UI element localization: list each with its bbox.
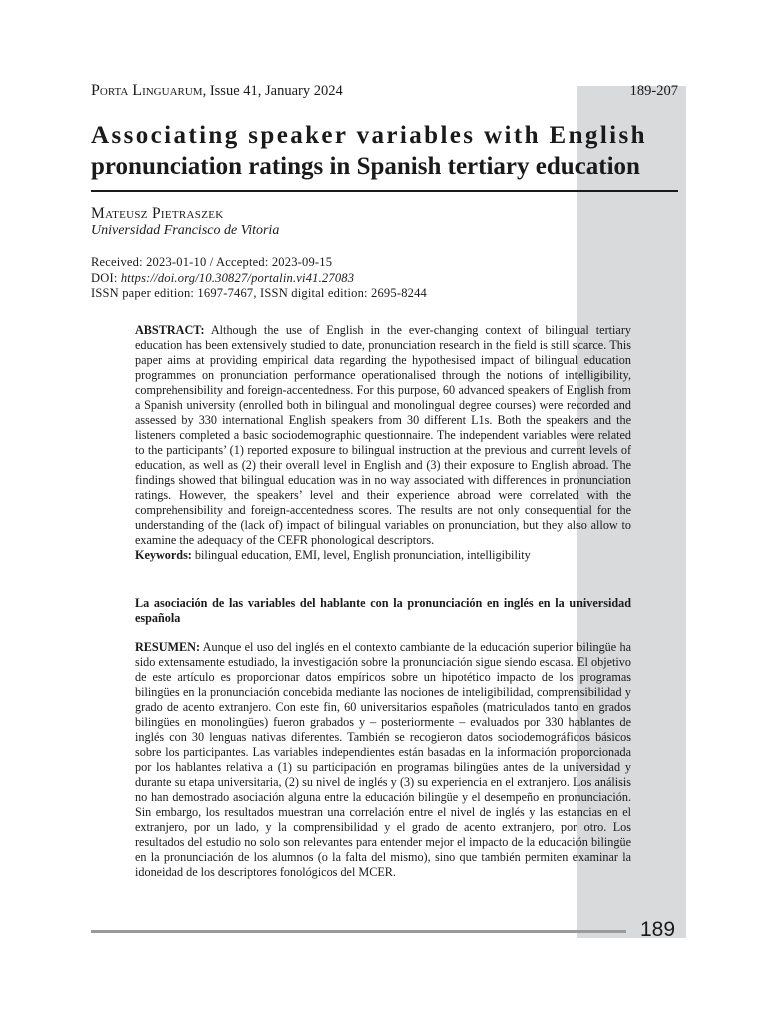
article-title-line-1: Associating speaker variables with English — [91, 122, 647, 149]
keywords-text: bilingual education, EMI, level, English pronunciation, intelligibility — [191, 548, 531, 562]
article-title — [91, 120, 681, 182]
journal-issue: , Issue 41, January 2024 — [202, 83, 343, 99]
abstract-label: ABSTRACT: — [135, 323, 205, 337]
doi-line — [91, 271, 427, 287]
page-number: 189 — [640, 918, 676, 941]
article-title-line-2: pronunciation ratings in Spanish tertiary education — [91, 153, 640, 180]
abstract — [135, 323, 631, 563]
issn-line: ISSN paper edition: 1697-7467, ISSN digital edition: 2695-8244 — [91, 286, 427, 300]
spanish-title: La asociación de las variables del hablante con la pronunciación en inglés en la universidad española — [135, 596, 631, 625]
abstract-text: Although the use of English in the ever-changing context of bilingual tertiary education has been extensively studied to date, pronunciation research in the field is still scarce. This paper aims at providing empirical data regarding the hypothesised impact of bilingual education programmes on pronunciation performance operationalised through the notions of intelligibility, comprehensibility and foreign-accentedness. For this purpose, 60 advanced speakers of English from a Spanish university (enrolled both in bilingual and monolingual degree courses) were recorded and assessed by 330 international English speakers from 30 different L1s. Both the speakers and the listeners completed a basic sociodemographic questionnaire. The independent variables were related to the participants’ (1) reported exposure to bilingual instruction at the previous and current levels of education, as well as (2) their overall level in English and (3) their exposure to English abroad. The findings showed that bilingual education was in no way associated with differences in pronunciation ratings. However, the speakers’ level and their experience abroad were correlated with the comprehensibility and foreign-accentedness scores. The results are not only consequential for the understanding of the (lack of) impact of bilingual variables on pronunciation, but they also allow to examine the adequacy of the CEFR phonological descriptors. — [135, 323, 631, 547]
journal-citation — [91, 82, 343, 100]
article-metadata — [91, 255, 427, 302]
resumen-text: Aunque el uso del inglés en el contexto cambiante de la educación superior bilingüe ha sido extensamente estudiado, la investigación sobre la pronunciación sigue siendo escasa. El objetivo de este artículo es proporcionar datos empíricos sobre un hipotético impacto de los programas bilingües en la pronunciación concebida mediante las nociones de inteligibilidad, comprensibilidad y grado de acento extranjero. Con este fin, 60 universitarios españoles (matriculados tanto en grados bilingües en monolingües) fueron grabados y – posteriormente – evaluados por 330 hablantes de inglés con 30 lenguas nativas diferentes. También se recogieron datos sociodemográficos básicos sobre los participantes. Las variables independientes están basadas en la información proporcionada por los hablantes relativa a (1) su participación en programas bilingües antes de la universidad y durante su etapa universitaria, (2) su nivel de inglés y (3) su experiencia en el extranjero. Los análisis no han demostrado asociación alguna entre la educación bilingüe y el desempeño en pronunciación. Sin embargo, los resultados muestran una correlación entre el nivel de inglés y las estancias en el extranjero, por un lado, y la comprensibilidad y el grado de acento extranjero, por otro. Los resultados del estudio no solo son relevantes para entender mejor el impacto de la educación bilingüe en la pronunciación de los alumnos (o la falta del mismo), sino que también permiten examinar la idoneidad de los descriptores fonológicos del MCER. — [135, 640, 631, 879]
title-divider — [91, 190, 678, 192]
page-range: 189-207 — [629, 83, 678, 99]
doi-label: DOI: — [91, 270, 121, 285]
author-name: Mateusz Pietraszek — [91, 205, 224, 222]
keywords-label: Keywords: — [135, 548, 192, 562]
resumen — [135, 640, 631, 880]
doi-link[interactable]: https://doi.org/10.30827/portalin.vi41.27083 — [120, 270, 355, 285]
footer-divider — [91, 930, 626, 933]
author-affiliation: Universidad Francisco de Vitoria — [91, 223, 280, 238]
received-accepted-dates: Received: 2023-01-10 / Accepted: 2023-09-15 — [91, 255, 333, 269]
resumen-label: RESUMEN: — [135, 640, 201, 654]
journal-name: Porta Linguarum — [91, 82, 203, 99]
